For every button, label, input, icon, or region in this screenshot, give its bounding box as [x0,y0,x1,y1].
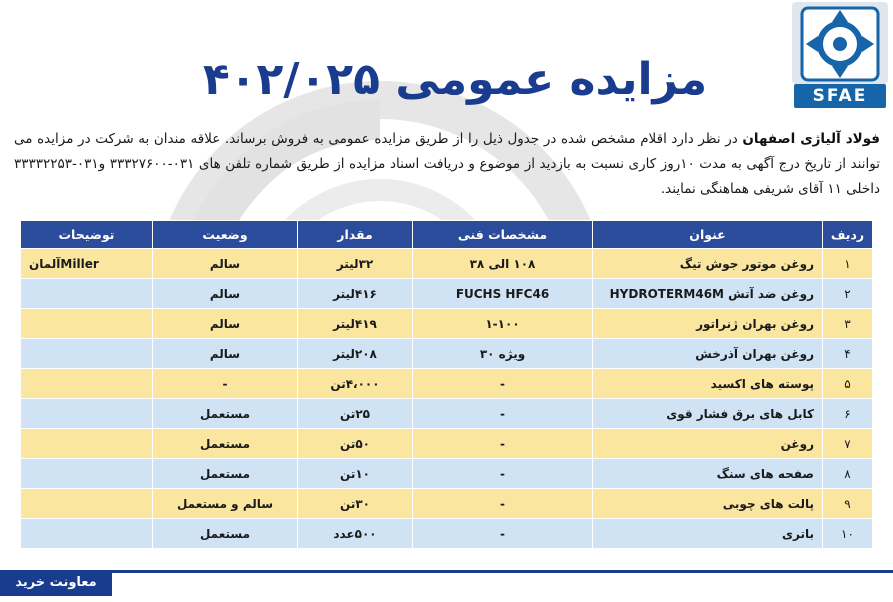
cell-qty: ۴۱۶لیتر [298,279,413,309]
table-header-row [21,221,873,249]
cell-row-number: ۱۰ [823,519,873,549]
cell-qty: ۳۰تن [298,489,413,519]
cell-status: - [153,369,298,399]
cell-title: روغن بهران آذرخش [593,339,823,369]
cell-spec: - [413,429,593,459]
cell-row-number: ۸ [823,459,873,489]
cell-status: مستعمل [153,429,298,459]
header-spec: مشخصات فنی [413,221,593,249]
logo-emblem [792,2,888,84]
cell-title: روغن موتور جوش تیگ [593,249,823,279]
cell-spec: FUCHS HFC46 [413,279,593,309]
cell-title: روغن ضد آتش HYDROTERM46M [593,279,823,309]
cell-title: پالت های چوبی [593,489,823,519]
table-row [21,519,873,549]
cell-desc [21,459,153,489]
table-row [21,399,873,429]
header-qty: مقدار [298,221,413,249]
cell-status: سالم [153,309,298,339]
cell-qty: ۲۵تن [298,399,413,429]
cell-spec: ۱-۱۰۰ [413,309,593,339]
cell-desc [21,489,153,519]
cell-row-number: ۵ [823,369,873,399]
table-row [21,429,873,459]
table-row [21,369,873,399]
cell-desc [21,279,153,309]
cell-status: سالم [153,279,298,309]
intro-paragraph [14,127,880,202]
cell-spec: - [413,399,593,429]
cell-spec: - [413,489,593,519]
table-row [21,339,873,369]
cell-row-number: ۱ [823,249,873,279]
cell-spec: - [413,369,593,399]
cell-qty: ۱۰تن [298,459,413,489]
cell-qty: ۳۲لیتر [298,249,413,279]
cell-spec: - [413,519,593,549]
header-desc: توضیحات [21,221,153,249]
cell-qty: ۵۰تن [298,429,413,459]
header-title: عنوان [593,221,823,249]
cell-desc: Millerآلمان [21,249,153,279]
cell-row-number: ۲ [823,279,873,309]
cell-qty: ۲۰۸لیتر [298,339,413,369]
cell-desc [21,519,153,549]
cell-row-number: ۷ [823,429,873,459]
sfae-emblem-icon [792,2,888,84]
company-name: فولاد آلیاژی اصفهان [742,131,880,147]
cell-desc [21,309,153,339]
header-status: وضعیت [153,221,298,249]
cell-row-number: ۶ [823,399,873,429]
cell-status: مستعمل [153,459,298,489]
header-row-number: ردیف [823,221,873,249]
cell-desc [21,429,153,459]
cell-qty: ۴،۰۰۰تن [298,369,413,399]
table-row [21,459,873,489]
cell-spec: - [413,459,593,489]
cell-title: صفحه های سنگ [593,459,823,489]
cell-desc [21,369,153,399]
footer-divider [0,570,893,573]
cell-status: سالم [153,249,298,279]
cell-row-number: ۹ [823,489,873,519]
cell-row-number: ۳ [823,309,873,339]
cell-status: سالم و مستعمل [153,489,298,519]
auction-items-table [20,220,873,549]
cell-desc [21,339,153,369]
cell-status: سالم [153,339,298,369]
cell-title: روغن [593,429,823,459]
cell-qty: ۵۰۰عدد [298,519,413,549]
cell-title: پوسته های اکسید [593,369,823,399]
cell-row-number: ۴ [823,339,873,369]
logo-text: SFAE [794,84,886,108]
cell-spec: ویژه ۳۰ [413,339,593,369]
intro-text: در نظر دارد اقلام مشخص شده در جدول ذیل را از طریق مزایده عمومی به فروش برساند. علاقه مندان به شرکت در مزایده می توانند از تاریخ درج آگهی به مدت ۱۰روز کاری نسبت به بازدید از موضوع و دریافت اسناد مزایده از طریق شماره تلفن های ۰۳۱-۳۳۳۲۷۶۰۰ و۰۳۱-۳۳۳۳۲۲۵۳ داخلی ۱۱ آقای شریفی هماهنگی نمایند. [14,131,880,197]
cell-status: مستعمل [153,399,298,429]
cell-title: باتری [593,519,823,549]
page-title: مزایده عمومی ۴۰۲/۰۲۵ [202,54,708,105]
table-row [21,489,873,519]
company-logo [792,2,888,110]
cell-spec: ۱۰۸ الی ۳۸ [413,249,593,279]
footer-department-label: معاونت خرید [0,570,112,596]
cell-title: کابل های برق فشار قوی [593,399,823,429]
cell-desc [21,399,153,429]
cell-qty: ۴۱۹لیتر [298,309,413,339]
table-row [21,249,873,279]
cell-title: روغن بهران ژنراتور [593,309,823,339]
table-row [21,309,873,339]
cell-status: مستعمل [153,519,298,549]
table-row [21,279,873,309]
